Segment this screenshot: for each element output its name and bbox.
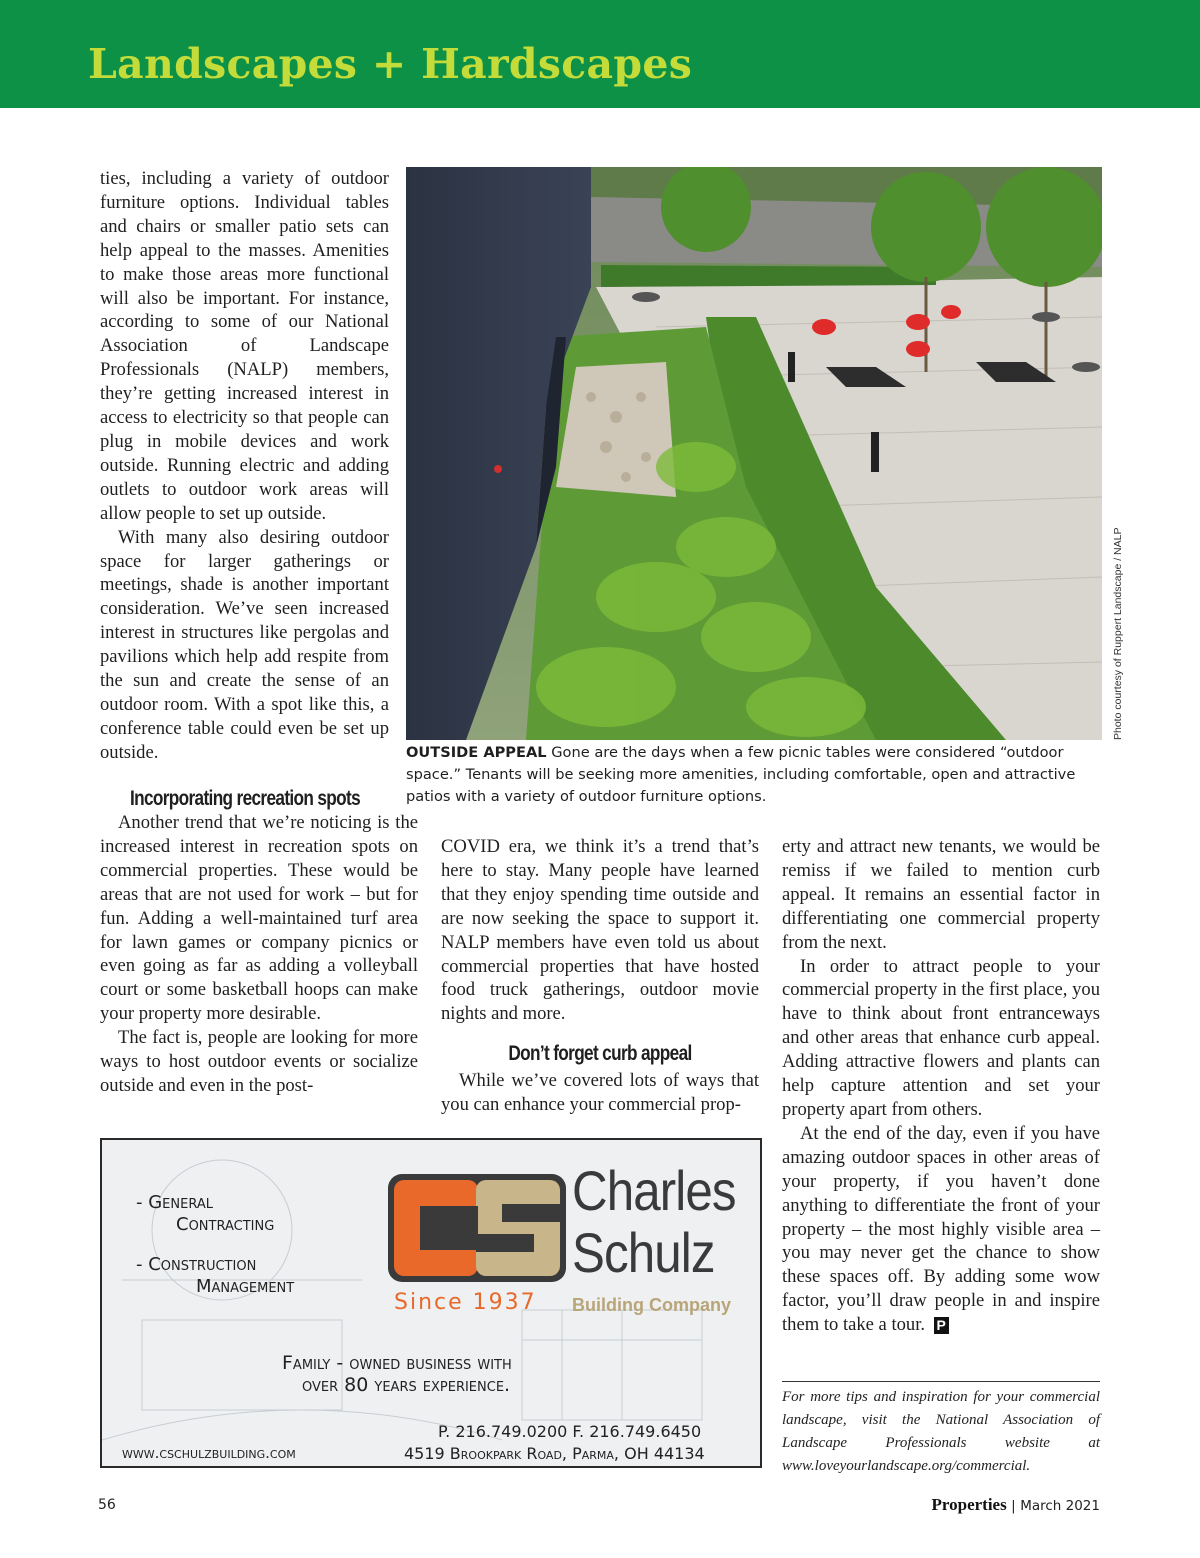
issue-date: March 2021	[1020, 1498, 1100, 1514]
column-1-upper	[100, 167, 389, 765]
cs-logo	[382, 1168, 572, 1288]
section-title: Landscapes + Hardscapes	[88, 40, 693, 88]
paragraph	[782, 1122, 1100, 1337]
photo-credit: Photo courtesy of Ruppert Landscape / NALP	[1112, 527, 1124, 740]
paragraph: While we’ve covered lots of ways that you can enhance your commercial prop-	[441, 1070, 759, 1116]
paragraph: erty and attract new tenants, we would be remiss if we failed to mention curb appeal. It remains an essential factor in differentiating one commercial property from the next.	[782, 836, 1100, 953]
sidebar-divider	[782, 1381, 1100, 1382]
column-1-lower	[100, 811, 418, 1098]
paragraph: Another trend that we’re noticing is the increased interest in recreation spots on commercial properties. These would be areas that are not used for work – but for fun. Adding a well-maintained turf area for lawn games or company picnics or even going as far as adding a volleyball court or some basketball hoops can make your property more desirable.	[100, 812, 418, 1025]
landscape-photo	[406, 167, 1102, 740]
footer-masthead	[932, 1495, 1101, 1515]
sidebar-note: For more tips and inspiration for your commercial landscape, visit the National Association of Landscape Professionals website at www.loveyourlandscape.org/commercial.	[782, 1389, 1100, 1474]
column-2	[441, 835, 759, 1117]
caption-text: Gone are the days when a few picnic tables were considered “outdoor space.” Tenants will be seeking more amenities, including comfortable, open and attractive patios with a variety of outdoor furniture options.	[406, 744, 1076, 805]
ad-service-1b: Contracting	[176, 1214, 275, 1235]
paragraph: ties, including a variety of outdoor furniture options. Individual tables and chairs or smaller patio sets can help appeal to the masses. Amenities to make those areas more functional will also be important. For instance, according to some of our National Association of Landscape Professionals (NALP) members, they’re getting increased interest in access to electricity so that people can plug in mobile devices and work outside. Running electric and adding outlets to outdoor work areas will allow people to set up outside.	[100, 168, 389, 524]
ad-since: Since 1937	[394, 1290, 537, 1315]
ad-company-name-1: Charles	[572, 1159, 736, 1222]
ad-address: 4519 Brookpark Road, Parma, OH 44134	[404, 1444, 705, 1463]
magazine-name: Properties	[931, 1495, 1007, 1514]
ad-building-company: Building Company	[572, 1295, 731, 1315]
subhead-recreation: Incorporating recreation spots	[129, 787, 361, 810]
subhead-curb-appeal: Don’t forget curb appeal	[508, 1042, 692, 1066]
ad-phones: P. 216.749.0200 F. 216.749.6450	[438, 1422, 702, 1441]
column-1-subhead-block	[90, 785, 400, 813]
paragraph: COVID era, we think it’s a trend that’s here to stay. Many people have learned that they enjoy spending time outside and are now seeking the space to support it. NALP members have even told us about commercial properties that have hosted food truck gatherings, outdoor movie nights and more.	[441, 836, 759, 1025]
paragraph: With many also desiring outdoor space for larger gatherings or meetings, shade is another important consideration. We’ve seen increased interest in structures like pergolas and pavilions which help add respite from the sun and create the sense of an outdoor room. With a spot like this, a conference table could even be set up outside.	[100, 526, 389, 763]
ad-website[interactable]: www.cschulzbuilding.com	[122, 1444, 296, 1462]
column-3	[782, 835, 1100, 1337]
paragraph: In order to attract people to your commercial property in the first place, you have to think about front entranceways and other areas that enhance curb appeal. Adding attractive flowers and plants can help capture attention and set your property apart from others.	[782, 955, 1100, 1120]
page-number: 56	[98, 1497, 116, 1513]
ad-tagline-2: over 80 years experience.	[302, 1374, 511, 1396]
ad-tagline-1: Family - owned business with	[282, 1352, 512, 1374]
caption-lead: OUTSIDE APPEAL	[406, 744, 547, 761]
end-of-article-mark: P	[934, 1317, 949, 1334]
landscape-photo-illustration	[406, 167, 1102, 740]
advertisement-charles-schulz[interactable]	[100, 1138, 762, 1468]
ad-service-2a: - Construction	[136, 1254, 257, 1275]
section-header-bar	[0, 0, 1200, 108]
paragraph: The fact is, people are looking for more ways to host outdoor events or socialize outside and even in the post-	[100, 1027, 418, 1096]
ad-service-2b: Management	[196, 1276, 295, 1297]
paragraph-text: At the end of the day, even if you have amazing outdoor spaces in other areas of your property, if you haven’t done anything to differentiate the front of your property – the most highly visible area – you may never get the chance to show these spaces off. By adding some wow factor, you’ll draw people in and inspire them to take a tour.	[782, 1122, 1100, 1336]
photo-caption	[406, 742, 1106, 808]
footer-separator: |	[1011, 1498, 1016, 1514]
ad-company-name-2: Schulz	[572, 1221, 715, 1284]
ad-service-1a: - General	[136, 1192, 213, 1213]
